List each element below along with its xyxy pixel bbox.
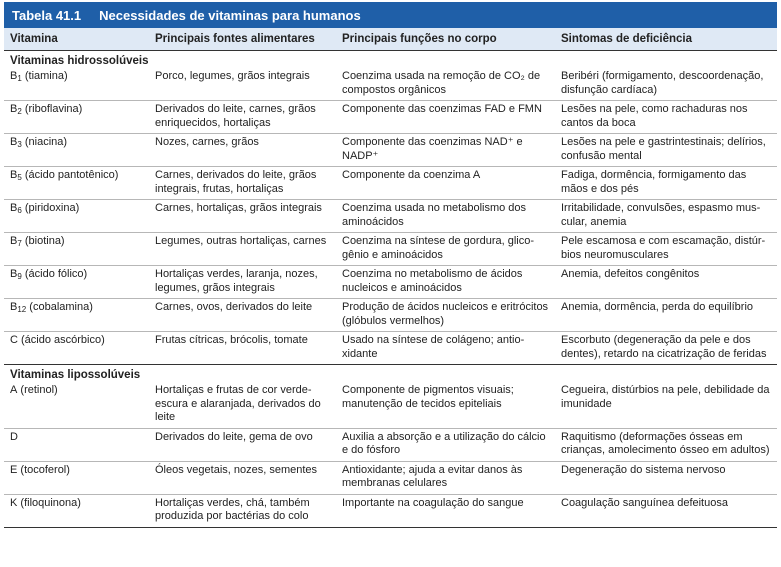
- vitamin-name: (ácido fólico): [21, 268, 88, 280]
- sources-cell: Derivados do leite, gema de ovo: [155, 430, 313, 443]
- vitamin-letter: B: [10, 301, 18, 313]
- vitamin-letter: B: [10, 235, 18, 247]
- table-row: [4, 200, 777, 233]
- vitamin-cell: [4, 169, 149, 196]
- table-row: [4, 332, 777, 365]
- vitamin-subscript: 1: [17, 74, 22, 83]
- sources-cell: Hortaliças e frutas de cor verde-escura e alaranjada, derivados do leite: [155, 384, 321, 423]
- column-header: Vitamina: [10, 33, 58, 45]
- vitamin-name: (tiamina): [21, 70, 68, 82]
- deficiency-cell: Lesões na pele, como rachaduras nos cantos da boca: [561, 103, 748, 129]
- vitamin-letter: A: [10, 384, 18, 396]
- group-title: Vitaminas lipossolúveis: [10, 369, 141, 381]
- vitamin-table: [4, 2, 777, 563]
- sources-cell: Carnes, hortaliças, grãos integrais: [155, 202, 322, 214]
- deficiency-cell: Anemia, defeitos congênitos: [561, 268, 700, 280]
- vitamin-cell: [4, 464, 149, 491]
- group-title: Vitaminas hidrossolúveis: [10, 55, 149, 67]
- table-body: [4, 51, 777, 528]
- vitamin-cell: [4, 497, 149, 524]
- functions-cell: Coenzima usada no metabolismo dos aminoácidos: [342, 202, 527, 228]
- vitamin-name: (riboflavina): [21, 103, 83, 115]
- table-title-bar: [4, 2, 777, 28]
- sources-cell: Frutas cítricas, brócolis, tomate: [155, 334, 308, 346]
- vitamin-cell: [4, 136, 149, 163]
- vitamin-letter: B: [10, 169, 18, 181]
- table-row: [4, 68, 777, 101]
- vitamin-letter: C: [10, 334, 18, 346]
- sources-cell: Hortaliças verdes, laranja, nozes, legumes, grãos integrais: [155, 268, 318, 294]
- sources-cell: Porco, legumes, grãos integrais: [155, 70, 310, 82]
- sources-cell: Óleos vegetais, nozes, sementes: [155, 463, 318, 476]
- vitamin-cell: [4, 431, 149, 458]
- vitamin-letter: B: [10, 70, 18, 82]
- functions-cell: Componente das coenzimas NAD⁺ e NADP⁺: [342, 136, 523, 162]
- functions-cell: Coenzima usada na remoção de CO₂ de compostos orgânicos: [342, 70, 541, 96]
- sources-cell: Hortaliças verdes, chá, também produzida por bactérias do colo: [155, 496, 310, 522]
- sources-cell: Nozes, carnes, grãos: [155, 136, 259, 148]
- table-row: [4, 101, 777, 134]
- table-row: [4, 495, 777, 528]
- vitamin-letter: B: [10, 268, 18, 280]
- vitamin-subscript: 3: [17, 140, 22, 149]
- vitamin-cell: [4, 334, 149, 361]
- sources-cell: Derivados do leite, carnes, grãos enriquecidos, hortaliças: [155, 103, 316, 129]
- table-row: [4, 299, 777, 332]
- vitamin-letter: B: [10, 202, 18, 214]
- vitamin-cell: [4, 70, 149, 97]
- table-row: [4, 429, 777, 462]
- deficiency-cell: Degeneração do sistema nervoso: [561, 463, 726, 476]
- deficiency-cell: Fadiga, dormência, formigamento das mãos e dos pés: [561, 169, 747, 195]
- functions-cell: Produção de ácidos nucleicos e eritrócitos (glóbulos vermelhos): [342, 301, 549, 327]
- vitamin-letter: D: [10, 430, 18, 443]
- table-row: [4, 233, 777, 266]
- column-header: Sintomas de deficiência: [561, 33, 693, 45]
- vitamin-subscript: 9: [17, 272, 22, 281]
- sources-cell: Carnes, derivados do leite, grãos integrais, frutas, hortaliças: [155, 169, 317, 195]
- column-header: Principais fontes alimentares: [155, 33, 315, 45]
- vitamin-cell: [4, 268, 149, 295]
- vitamin-subscript: 6: [17, 206, 22, 215]
- functions-cell: Coenzima na síntese de gordura, glicogênio e aminoácidos: [342, 235, 535, 261]
- vitamin-name: (biotina): [21, 235, 65, 247]
- vitamin-name: (retinol): [17, 384, 58, 396]
- functions-cell: Componente de pigmentos visuais; manutenção de tecidos epiteliais: [342, 384, 514, 410]
- vitamin-letter: B: [10, 103, 18, 115]
- deficiency-cell: Coagulação sanguínea defeituosa: [561, 496, 728, 509]
- deficiency-cell: Escorbuto (degeneração da pele e dos dentes), retardo na cicatrização de feridas: [561, 334, 767, 360]
- vitamin-subscript: 7: [17, 239, 22, 248]
- column-header: Principais funções no corpo: [342, 33, 497, 45]
- vitamin-name: (cobalamina): [26, 301, 93, 313]
- vitamin-name: (piridoxina): [21, 202, 80, 214]
- sources-cell: Carnes, ovos, derivados do leite: [155, 301, 313, 313]
- vitamin-name: (niacina): [21, 136, 68, 148]
- deficiency-cell: Cegueira, distúrbios na pele, debilidade da imunidade: [561, 384, 770, 410]
- vitamin-subscript: 2: [17, 107, 22, 116]
- functions-cell: Coenzima no metabolismo de ácidos nucleicos e aminoácidos: [342, 268, 523, 294]
- vitamin-letter: E: [10, 463, 18, 476]
- vitamin-letter: B: [10, 136, 18, 148]
- table-number: Tabela 41.1: [12, 7, 82, 23]
- vitamin-name: (filoquinona): [17, 496, 81, 509]
- table-row: [4, 266, 777, 299]
- functions-cell: Auxilia a absorção e a utilização do cálcio e do fósforo: [342, 430, 546, 456]
- vitamin-cell: [4, 384, 149, 425]
- vitamin-subscript: 12: [17, 305, 27, 314]
- vitamin-cell: [4, 235, 149, 262]
- functions-cell: Componente das coenzimas FAD e FMN: [342, 103, 542, 115]
- deficiency-cell: Irritabilidade, convulsões, espasmo muscular, anemia: [561, 202, 761, 228]
- table-row: [4, 382, 777, 429]
- functions-cell: Antioxidante; ajuda a evitar danos às membranas celulares: [342, 463, 523, 489]
- vitamin-name: (ácido ascórbico): [17, 334, 105, 346]
- vitamin-cell: [4, 103, 149, 130]
- functions-cell: Importante na coagulação do sangue: [342, 496, 524, 509]
- functions-cell: Componente da coenzima A: [342, 169, 481, 181]
- vitamin-letter: K: [10, 496, 18, 509]
- table-row: [4, 134, 777, 167]
- deficiency-cell: Raquitismo (deformações ósseas em crianças, amolecimento ósseo em adultos): [561, 430, 770, 456]
- vitamin-subscript: 5: [17, 173, 22, 182]
- functions-cell: Usado na síntese de colágeno; antioxidante: [342, 334, 525, 360]
- vitamin-cell: [4, 202, 149, 229]
- deficiency-cell: Beribéri (formigamento, descoordenação, disfunção cardíaca): [561, 70, 764, 96]
- vitamin-name: (ácido pantotênico): [21, 169, 119, 181]
- table-row: [4, 462, 777, 495]
- table-row: [4, 167, 777, 200]
- deficiency-cell: Lesões na pele e gastrintestinais; delírios, confusão mental: [561, 136, 766, 162]
- table-header: [4, 28, 777, 51]
- sources-cell: Legumes, outras hortaliças, carnes: [155, 235, 327, 247]
- vitamin-cell: [4, 301, 149, 328]
- table-title: Necessidades de vitaminas para humanos: [99, 7, 361, 23]
- deficiency-cell: Pele escamosa e com escamação, distúrbios neuromusculares: [561, 235, 766, 261]
- vitamin-name: (tocoferol): [17, 463, 70, 476]
- deficiency-cell: Anemia, dormência, perda do equilíbrio: [561, 301, 754, 313]
